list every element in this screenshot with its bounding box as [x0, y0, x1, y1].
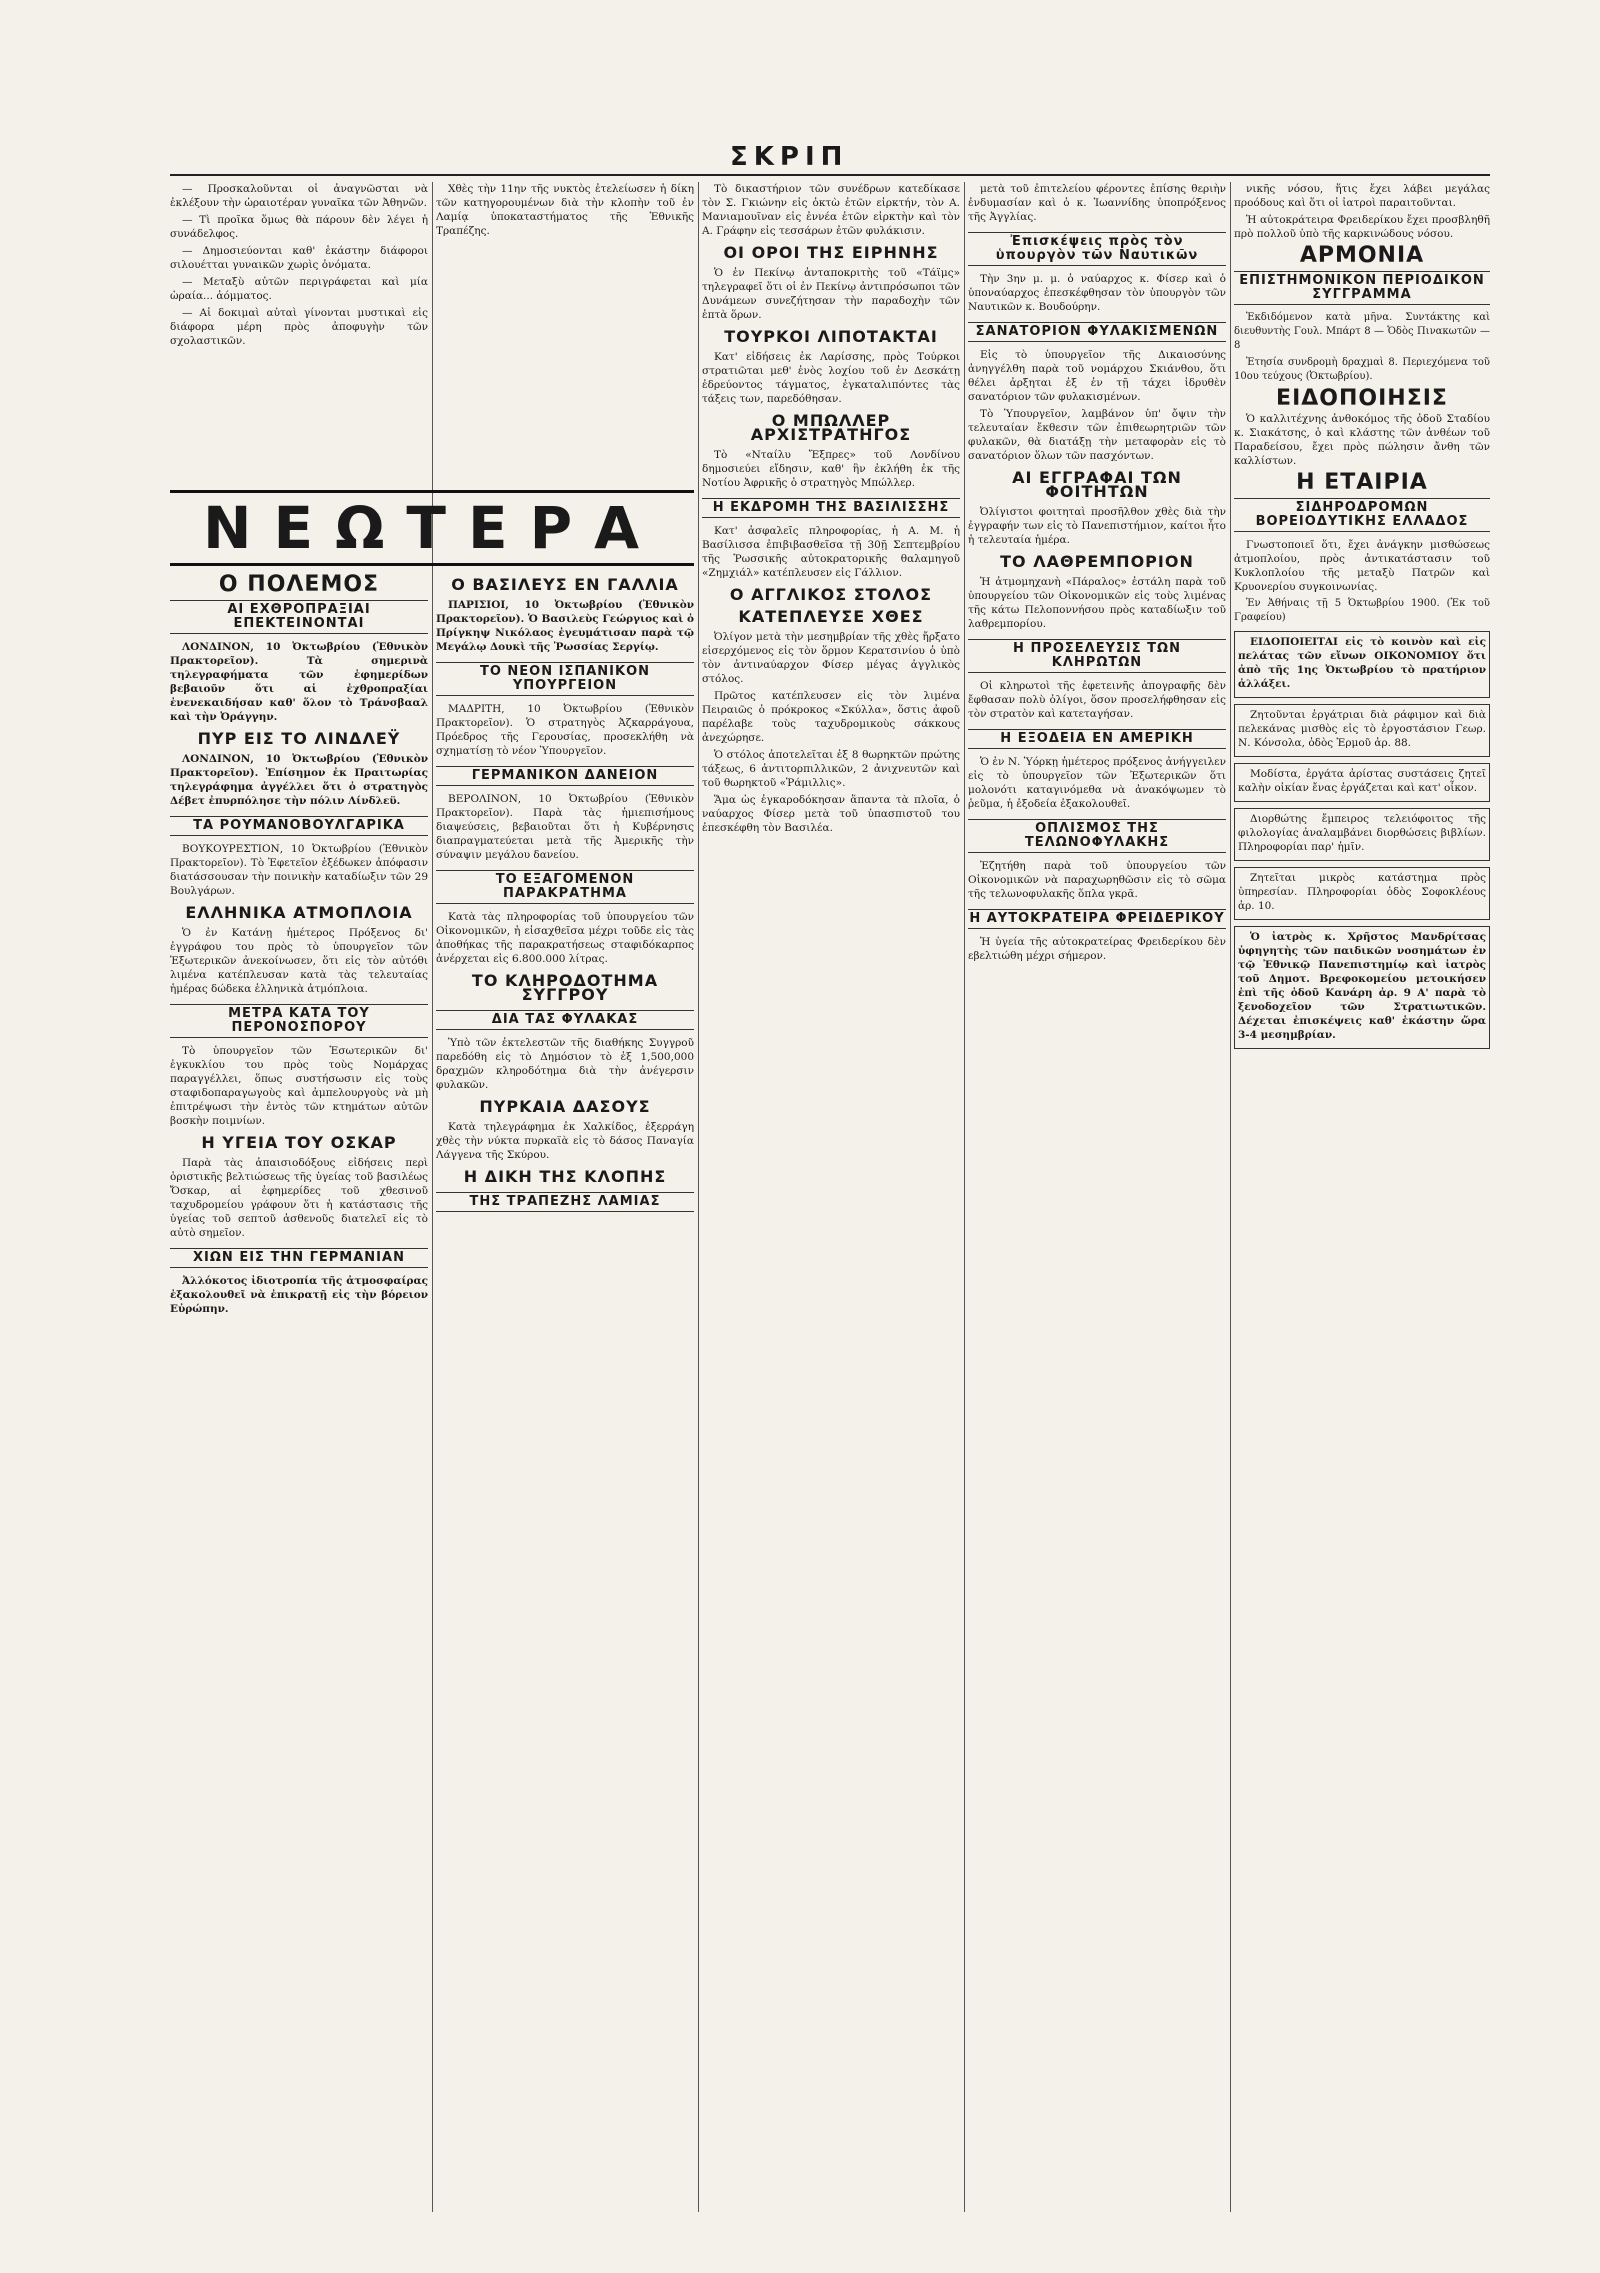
masthead	[170, 140, 1490, 176]
column-1	[170, 570, 428, 2210]
brief: — Μεταξὺ αὐτῶν περιγράφεται καὶ μία ὡραία... ἀόμματος.	[170, 276, 428, 302]
news-banner-text: ΝΕΩΤΕΡΑ	[202, 494, 662, 562]
article-text: Ἐκδιδόμενον κατὰ μῆνα. Συντάκτης καὶ διευθυντὴς Γουλ. Μπάρτ 8 — Ὁδὸς Πινακωτῶν — 8	[1234, 312, 1490, 351]
headline: ΤΑ ΡΟΥΜΑΝΟΒΟΥΛΓΑΡΙΚΑ	[170, 816, 428, 836]
headline: Η ΕΞΟΔΕΙΑ ΕΝ ΑΜΕΡΙΚΗ	[968, 729, 1226, 749]
article-text: Ἡ αὐτοκράτειρα Φρειδερίκου ἔχει προσβληθῆ πρὸ πολλοῦ ὑπὸ τῆς καρκινώδους νόσου.	[1234, 214, 1490, 240]
article-text: Τὸ «Νταίλυ Ἔξπρες» τοῦ Λονδίνου δημοσιεύει εἴδησιν, καθ' ἣν ἐκλήθη ἐκ τῆς Νοτίου Ἀφρικῆς ὁ στρατηγὸς Μπώλλερ.	[702, 449, 960, 489]
column-4	[968, 182, 1226, 2212]
brief: — Δημοσιεύονται καθ' ἑκάστην διάφοροι σιλουέτται γυναικῶν χωρὶς ὀνόματα.	[170, 245, 428, 271]
article-text: Ὁ ἐν Ν. Ὑόρκῃ ἡμέτερος πρόξενος ἀνήγγειλεν εἰς τὸ ὑπουργεῖον τῶν Ἐξωτερικῶν ὅτι μολονότι καταγινόμεθα νὰ ἀνακόψωμεν τὸ ῥεῦμα, ἡ ἐξοδεία ἐξακολουθεῖ.	[968, 756, 1226, 810]
column-5	[1234, 182, 1490, 2212]
newspaper-page	[170, 140, 1490, 2220]
article-text: Ἡ ὑγεία τῆς αὐτοκρατείρας Φρειδερίκου δὲν εβελτιώθη μέχρι σήμερον.	[968, 936, 1226, 962]
headline: Ο ΒΑΣΙΛΕΥΣ ΕΝ ΓΑΛΛΙΑ	[451, 575, 679, 594]
headline: Η ΔΙΚΗ ΤΗΣ ΚΛΟΠΗΣ	[463, 1167, 667, 1186]
masthead-title: ΣΚΡΙΠ	[730, 142, 849, 172]
article-text: Ὁ ἐν Κατάνῃ ἡμέτερος Πρόξενος δι' ἐγγράφου του πρὸς τὸ ὑπουργεῖον τῶν Ἐξωτερικῶν ἀνεκοίνωσεν, ὅτι εἰς τὸν αὐτόθι λιμένα κατέπλευσαν κατὰ τὰς τελευταίας ἡμέρας δώδεκα ἑλληνικὰ ἀτμόπλοια.	[170, 927, 428, 995]
ad-text: Διορθώτης ἔμπειρος τελειόφοιτος τῆς φιλολογίας ἀναλαμβάνει διορθώσεις βιβλίων. Πληροφορίαι παρ' ἡμῖν.	[1238, 813, 1486, 853]
headline: ΤΟΥΡΚΟΙ ΛΙΠΟΤΑΚΤΑΙ	[724, 327, 938, 346]
classified-ad	[1234, 867, 1490, 920]
article-text: Ὁ ἐν Πεκίνῳ ἀνταποκριτὴς τοῦ «Τάϊμς» τηλεγραφεῖ ὅτι οἱ ἐν Πεκίνῳ ἀντιπρόσωποι τῶν Δυνάμεων συνεζήτησαν τὴν παραδοχὴν τῶν ἑπτὰ ὅρων.	[702, 267, 960, 321]
article-text: ΜΑΔΡΙΤΗ, 10 Ὀκτωβρίου (Ἐθνικὸν Πρακτορεῖον). Ὁ στρατηγὸς Ἀζκαρράγουα, Πρόεδρος τῆς Γερουσίας, προσεκλήθη νὰ σχηματίσῃ τὸ νέον Ὑπουργεῖον.	[436, 703, 694, 757]
article-text: Τὸ δικαστήριον τῶν συνέδρων κατεδίκασε τὸν Σ. Γκιώνην εἰς ὀκτὼ ἐτῶν εἱρκτήν, τὸν Α. Μανιαμουῖναν εἰς ἐννέα ἐτῶν εἱρκτὴν καὶ τὸν Α. Γράφην εἰς τεσσάρων ἐτῶν φυλάκισιν.	[702, 183, 960, 237]
ad-text: ΕΙΔΟΠΟΙΕΙΤΑΙ εἰς τὸ κοινὸν καὶ εἰς πελάτας τῶν εἴνων ΟΙΚΟΝΟΜΙΟΥ ὅτι ἀπὸ τῆς 1ης Ὀκτωβρίου τὸ πρατήριον ἀλλάξει.	[1238, 636, 1486, 690]
article-text: Ἐτησία συνδρομὴ δραχμαὶ 8. Περιεχόμενα τοῦ 10ου τεύχους (Ὀκτωβρίου).	[1234, 357, 1490, 382]
column-rule	[1230, 182, 1231, 2212]
article-text: Ἅμα ὡς ἐγκαροδόκησαν ἅπαντα τὰ πλοῖα, ὁ ναύαρχος Φίσερ μετὰ τοῦ ὑπασπιστοῦ του ἐπεσκέφθη τὸν Βασιλέα.	[702, 794, 960, 834]
headline: ΟΠΛΙΣΜΟΣ ΤΗΣ ΤΕΛΩΝΟΦΥΛΑΚΗΣ	[968, 819, 1226, 853]
article-text: ΛΟΝΔΙΝΟΝ, 10 Ὀκτωβρίου (Ἐθνικὸν Πρακτορεῖον). Ἐπίσημον ἐκ Πραιτωρίας τηλεγράφημα ἀγγέλλει ὅτι ὁ στρατηγὸς Δέβετ ἐπυρπόλησε τὴν πόλιν Λίνδλεϋ.	[170, 753, 428, 807]
brief: Χθὲς τὴν 11ην τῆς νυκτὸς ἐτελείωσεν ἡ δίκη τῶν κατηγορουμένων διὰ τὴν κλοπὴν τοῦ ἐν Λαμίᾳ ὑποκαταστήματος τῆς Ἐθνικῆς Τραπέζης.	[436, 183, 694, 237]
article-text: μετὰ τοῦ ἐπιτελείου φέροντες ἐπίσης θεριὴν ἐνδυμασίαν καὶ ὁ κ. Ἰωαννίδης ὑποπρόξενος τῆς Ἀγγλίας.	[968, 183, 1226, 223]
classified-ad	[1234, 631, 1490, 698]
classified-ad	[1234, 926, 1490, 1049]
article-text: Γνωστοποιεῖ ὅτι, ἔχει ἀνάγκην μισθώσεως ἀτμοπλοίου, πρὸς ἀντικατάστασιν τοῦ Κυκλοπλοίου τῆς μεταξὺ Πατρῶν καὶ Κρυονερίου συγκοινωνίας.	[1234, 539, 1490, 593]
classified-ad	[1234, 808, 1490, 861]
subheadline: ΔΙΑ ΤΑΣ ΦΥΛΑΚΑΣ	[436, 1010, 694, 1030]
headline: ΕΛΛΗΝΙΚΑ ΑΤΜΟΠΛΟΙΑ	[185, 903, 413, 922]
column-2-top	[436, 182, 694, 482]
ad-text: Ζητεῖται μικρὸς κατάστημα πρὸς ὑπηρεσίαν. Πληροφορίαι ὁδὸς Σοφοκλέους ἀρ. 10.	[1238, 872, 1486, 912]
headline: ΑΡΜΟΝΙΑ	[1299, 243, 1425, 268]
headline: ΓΕΡΜΑΝΙΚΟΝ ΔΑΝΕΙΟΝ	[436, 766, 694, 786]
headline: ΤΟ ΕΞΑΓΟΜΕΝΟΝ ΠΑΡΑΚΡΑΤΗΜΑ	[436, 870, 694, 904]
news-banner	[170, 490, 694, 566]
article-text: ΒΕΡΟΛΙΝΟΝ, 10 Ὀκτωβρίου (Ἐθνικὸν Πρακτορεῖον). Παρὰ τὰς ἡμιεπισήμους διαψεύσεις, βεβαιοῦται ὅτι ἡ Κυβέρνησις διαπραγματεύεται μετὰ τῆς Ἀμερικῆς τὴν σύναψιν μεγάλου δανείου.	[436, 793, 694, 861]
article-text: Κατὰ τηλεγράφημα ἐκ Χαλκίδος, ἐξερράγη χθὲς τὴν νύκτα πυρκαϊὰ εἰς τὸ δάσος Παναγία Λάγγενα τῆς Σκύρου.	[436, 1121, 694, 1161]
headline: ΕΙΔΟΠΟΙΗΣΙΣ	[1276, 386, 1448, 411]
article-text: Ὁ στόλος ἀποτελεῖται ἐξ 8 θωρηκτῶν πρώτης τάξεως, 6 ἀντιτορπιλλικῶν, 2 ἀνιχνευτῶν καὶ τοῦ θωρηκτοῦ «Ῥάμιλλις».	[702, 749, 960, 789]
article-text: Εἰς τὸ ὑπουργεῖον τῆς Δικαιοσύνης ἀνηγγέλθη παρὰ τοῦ νομάρχου Σκιάνθου, ὅτι θέλει ἀρξηται ἐξ ἐν τῇ τάχει ἱδρυθὲν σανατόριον τῶν φυλακισμένων.	[968, 349, 1226, 403]
article-text: Τὴν 3ην μ. μ. ὁ ναύαρχος κ. Φίσερ καὶ ὁ ὑποναύαρχος ἐπεσκέφθησαν τὸν ὑπουργὸν τῶν Ναυτικῶν κ. Βουδούρην.	[968, 273, 1226, 313]
headline: Η ΕΤΑΙΡΙΑ	[1296, 470, 1428, 495]
article-text: Ἐζητήθη παρὰ τοῦ ὑπουργείου τῶν Οἰκονομικῶν νὰ παραχωρηθῶσιν εἰς τὸ σῶμα τῆς τελωνοφυλακῆς ὅπλα γκρᾶ.	[968, 860, 1226, 900]
subheadline: ΤΗΣ ΤΡΑΠΕΖΗΣ ΛΑΜΙΑΣ	[436, 1192, 694, 1212]
ad-text: Μοδίστα, ἐργάτα ἀρίστας συστάσεις ζητεῖ καλὴν οἰκίαν ἔνας ἐργάζεται καὶ κατ' οἶκον.	[1238, 768, 1486, 794]
article-text: Κατὰ τὰς πληροφορίας τοῦ ὑπουργείου τῶν Οἰκονομικῶν, ἡ εἰσαχθεῖσα μέχρι τοῦδε εἰς τὰς ἀποθήκας τῆς παρακρατήσεως σταφιδόκαρπος ἀνέρχεται εἰς 6.800.000 λίτρας.	[436, 911, 694, 965]
article-text: νικῆς νόσου, ἥτις ἔχει λάβει μεγάλας προόδους καὶ ὅτι οἱ ἰατροὶ παραιτοῦνται.	[1234, 183, 1490, 209]
headline: Η ΕΚΔΡΟΜΗ ΤΗΣ ΒΑΣΙΛΙΣΣΗΣ	[702, 498, 960, 518]
brief: — Αἱ δοκιμαὶ αὐταὶ γίνονται μυστικαὶ εἰς διάφορα μέρη πρὸς ἀποφυγὴν τῶν σχολαστικῶν.	[170, 307, 428, 347]
headline: ΟΙ ΟΡΟΙ ΤΗΣ ΕΙΡΗΝΗΣ	[723, 243, 939, 262]
article-text: ΒΟΥΚΟΥΡΕΣΤΙΟΝ, 10 Ὀκτωβρίου (Ἐθνικὸν Πρακτορεῖον). Τὸ Ἐφετεῖον ἐξέδωκεν ἀπόφασιν διατάσσουσαν τὴν ποινικὴν καταδίωξιν τῶν 29 Βουλγάρων.	[170, 843, 428, 897]
article-text: Κατ' εἰδήσεις ἐκ Λαρίσσης, πρὸς Τούρκοι στρατιῶται μεθ' ἑνὸς λοχίου τοῦ ἐν Δεσκάτῃ ἐδρεύοντος τάγματος, ἐγκαταλιπόντες τὰς τάξεις των, παρεδόθησαν.	[702, 351, 960, 405]
headline: ΑΙ ΕΓΓΡΑΦΑΙ ΤΩΝ ΦΟΙΤΗΤΩΝ	[1012, 468, 1182, 501]
subheadline: ΕΠΙΣΤΗΜΟΝΙΚΟΝ ΠΕΡΙΟΔΙΚΟΝ ΣΥΓΓΡΑΜΜΑ	[1234, 271, 1490, 305]
article-text: Κατ' ἀσφαλεῖς πληροφορίας, ἡ Α. Μ. ἡ Βασίλισσα ἐπιβιβασθεῖσα τῇ 30ῇ Σεπτεμβρίου τῆς Ῥωσσικῆς αὐτοκρατορικῆς θαλαμηγοῦ «Ζημχιάλ» κατέπλευσεν εἰς Γάλλιον.	[702, 525, 960, 579]
subheadline: ΣΙΔΗΡΟΔΡΟΜΩΝ ΒΟΡΕΙΟΔΥΤΙΚΗΣ ΕΛΛΑΔΟΣ	[1234, 498, 1490, 532]
headline: Ἐπισκέψεις πρὸς τὸν ὑπουργὸν τῶν Ναυτικῶν	[968, 232, 1226, 266]
headline: ΤΟ ΚΛΗΡΟΔΟΤΗΜΑ ΣΥΓΓΡΟΥ	[471, 971, 659, 1004]
article-text: Ὑπὸ τῶν ἐκτελεστῶν τῆς διαθήκης Συγγροῦ παρεδόθη εἰς τὸ Δημόσιον τὸ ἐξ 1,500,000 δραχμῶν κληροδότημα διὰ τὴν ἀνέγερσιν φυλακῶν.	[436, 1037, 694, 1091]
headline: ΣΑΝΑΤΟΡΙΟΝ ΦΥΛΑΚΙΣΜΕΝΩΝ	[968, 322, 1226, 342]
article-text: ΠΑΡΙΣΙΟΙ, 10 Ὀκτωβρίου (Ἐθνικὸν Πρακτορεῖον). Ὁ Βασιλεὺς Γεώργιος καὶ ὁ Πρίγκηψ Νικόλαος ἐγευμάτισαν παρὰ τῷ Μεγάλῳ Δουκὶ τῆς Ῥωσσίας Σεργίῳ.	[436, 599, 694, 653]
headline: ΤΟ ΝΕΟΝ ΙΣΠΑΝΙΚΟΝ ΥΠΟΥΡΓΕΙΟΝ	[436, 662, 694, 696]
article-text: Ὀλίγον μετὰ τὴν μεσημβρίαν τῆς χθὲς ἤρξατο εἰσερχόμενος εἰς τὸν ὅρμον Κερατσινίου ὁ ὑπὸ τὸν ἀντιναύαρχον Φίσερ μέγας ἀγγλικὸς στόλος.	[702, 631, 960, 685]
headline: ΤΟ ΛΑΘΡΕΜΠΟΡΙΟΝ	[1000, 552, 1194, 571]
column-rule	[964, 182, 965, 2212]
ad-text: Ὁ ἰατρὸς κ. Χρῆστος Μανδρίτσας ὑφηγητὴς τῶν παιδικῶν νοσημάτων ἐν τῷ Ἐθνικῷ Πανεπιστημίῳ καὶ ἰατρὸς τοῦ Δημοτ. Βρεφοκομείου μετοικήσεν ἐπὶ τῆς ὁδοῦ Κανάρη ἀρ. 9 Α' παρὰ τὸ ξενοδοχεῖον τῶν Στρατιωτικῶν. Δέχεται ἐπισκέψεις καθ' ἑκάστην ὥρα 3-4 μεσημβρίαν.	[1238, 931, 1486, 1041]
brief: — Τὶ προῖκα ὅμως θὰ πάρουν δὲν λέγει ἡ συνάδελφος.	[170, 214, 428, 240]
subheadline: ΑΙ ΕΧΘΡΟΠΡΑΞΙΑΙ ΕΠΕΚΤΕΙΝΟΝΤΑΙ	[170, 600, 428, 634]
classified-ad	[1234, 704, 1490, 757]
article-text: Τὸ ὑπουργεῖον τῶν Ἐσωτερικῶν δι' ἐγκυκλίου του πρὸς τοὺς Νομάρχας παραγγέλλει, ὅπως συστήσωσιν εἰς τοὺς σταφιδοπαραγωγοὺς καὶ ἀμπελουργοὺς νὰ μὴ ἐπιτρέψωσι τὴν ἐντὸς τῶν κτημάτων αὐτῶν βοσκὴν ποιμνίων.	[170, 1045, 428, 1127]
headline: Η ΑΥΤΟΚΡΑΤΕΙΡΑ ΦΡΕΙΔΕΡΙΚΟΥ	[968, 909, 1226, 929]
article-text: Ἡ ἀτμομηχανὴ «Πάραλος» ἐστάλη παρὰ τοῦ ὑπουργείου τῶν Οἰκονομικῶν εἰς τοὺς λιμένας τῆς κάτω Πελοποννήσου πρὸς καταδίωξιν τοῦ λαθρεμπορίου.	[968, 576, 1226, 630]
headline: Ο ΑΓΓΛΙΚΟΣ ΣΤΟΛΟΣ	[729, 585, 933, 604]
headline: Ο ΠΟΛΕΜΟΣ	[218, 572, 380, 597]
column-1-top	[170, 182, 428, 482]
article-text: Ἀλλόκοτος ἰδιοτροπία τῆς ἀτμοσφαίρας ἐξακολουθεῖ νὰ ἐπικρατῇ εἰς τὴν βόρειον Εὐρώπην.	[170, 1275, 428, 1315]
column-3	[702, 182, 960, 2212]
headline: ΧΙΩΝ ΕΙΣ ΤΗΝ ΓΕΡΜΑΝΙΑΝ	[170, 1248, 428, 1268]
brief: — Προσκαλοῦνται οἱ ἀναγνῶσται νὰ ἐκλέξουν τὴν ὡραιοτέραν γυναῖκα τῶν Ἀθηνῶν.	[170, 183, 428, 209]
article-text: Ἐν Ἀθήναις τῇ 5 Ὀκτωβρίου 1900. (Ἐκ τοῦ Γραφείου)	[1234, 598, 1490, 623]
column-2	[436, 570, 694, 2210]
headline: ΠΥΡΚΑΙΑ ΔΑΣΟΥΣ	[479, 1097, 651, 1116]
column-rule	[698, 182, 699, 2212]
article-text: Πρῶτος κατέπλευσεν εἰς τὸν λιμένα Πειραιῶς ὁ πρόκροκος «Σκύλλα», ὅστις ἀφοῦ παρέλαβε τοὺς ταχυδρομικοὺς σάκκους ἀνεχώρησε.	[702, 690, 960, 744]
headline: ΜΕΤΡΑ ΚΑΤΑ ΤΟΥ ΠΕΡΟΝΟΣΠΟΡΟΥ	[170, 1004, 428, 1038]
classified-ad	[1234, 763, 1490, 802]
article-text: Οἱ κληρωτοὶ τῆς ἐφετεινῆς ἀπογραφῆς δὲν ἔφθασαν πολὺ ὀλίγοι, ὅσον προσελήφθησαν εἰς τὸν στρατὸν καὶ κατεταγήσαν.	[968, 680, 1226, 720]
headline: Ο ΜΠΩΛΛΕΡ ΑΡΧΙΣΤΡΑΤΗΓΟΣ	[750, 411, 912, 444]
ad-text: Ζητοῦνται ἐργάτριαι διὰ ράφιμον καὶ διὰ πελεκάνας μισθὸς εἰς τὸ ἐργοστάσιον Γεωρ. Ν. Κόνσολα, ὁδὸς Ἑρμοῦ ἀρ. 88.	[1238, 709, 1486, 749]
article-text: Ὁ καλλιτέχνης ἀνθοκόμος τῆς ὁδοῦ Σταδίου κ. Σιακάτσης, ὁ καὶ κλάστης τῶν ἀνθέων τοῦ Παραδείσου, ἔχει πρὸς πώλησιν ἄνθη τῶν καλλίστων.	[1234, 413, 1490, 467]
column-rule	[432, 182, 433, 2212]
article-text: Τὸ Ὑπουργεῖον, λαμβάνον ὑπ' ὄψιν τὴν τελευταίαν ἔκθεσιν τῶν ἐπιθεωρητριῶν τῶν φυλακῶν, θὰ διατάξῃ τὴν μεταφορὰν εἰς τὸ σανατόριον ὅλων τῶν πασχόντων.	[968, 408, 1226, 462]
headline: ΠΥΡ ΕΙΣ ΤΟ ΛΙΝΔΛΕΫ	[197, 729, 401, 748]
article-text: Ὀλίγιστοι φοιτηταὶ προσῆλθον χθὲς διὰ τὴν ἐγγραφήν των εἰς τὸ Πανεπιστήμιον, καίτοι ἦτο ἡ τελευταία ἡμέρα.	[968, 506, 1226, 546]
article-text: Παρὰ τὰς ἀπαισιοδόξους εἰδήσεις περὶ ὁριστικῆς βελτιώσεως τῆς ὑγείας τοῦ βασιλέως Ὄσκαρ, αἱ ἐφημερίδες τοῦ χθεσινοῦ ταχυδρομείου γράφουν ὅτι ἡ κατάστασις τῆς ὑγείας τοῦ σεπτοῦ ἀσθενοῦς διατελεῖ εἰς τὸ αὐτὸ σημεῖον.	[170, 1157, 428, 1239]
headline: Η ΥΓΕΙΑ ΤΟΥ ΟΣΚΑΡ	[201, 1133, 397, 1152]
headline: Η ΠΡΟΣΕΛΕΥΣΙΣ ΤΩΝ ΚΛΗΡΩΤΩΝ	[968, 639, 1226, 673]
subheadline: ΚΑΤΕΠΛΕΥΣΕ ΧΘΕΣ	[738, 607, 924, 626]
article-text: ΛΟΝΔΙΝΟΝ, 10 Ὀκτωβρίου (Ἐθνικὸν Πρακτορεῖον). Τὰ σημερινὰ τηλεγραφήματα τῶν ἐφημερίδων βεβαιοῦν ὅτι αἱ ἐχθροπραξίαι ἐνενεκαιδήσαν καθ' ὅλον τὸ Τράνσβααλ καὶ τὴν Ὀράγγην.	[170, 641, 428, 723]
